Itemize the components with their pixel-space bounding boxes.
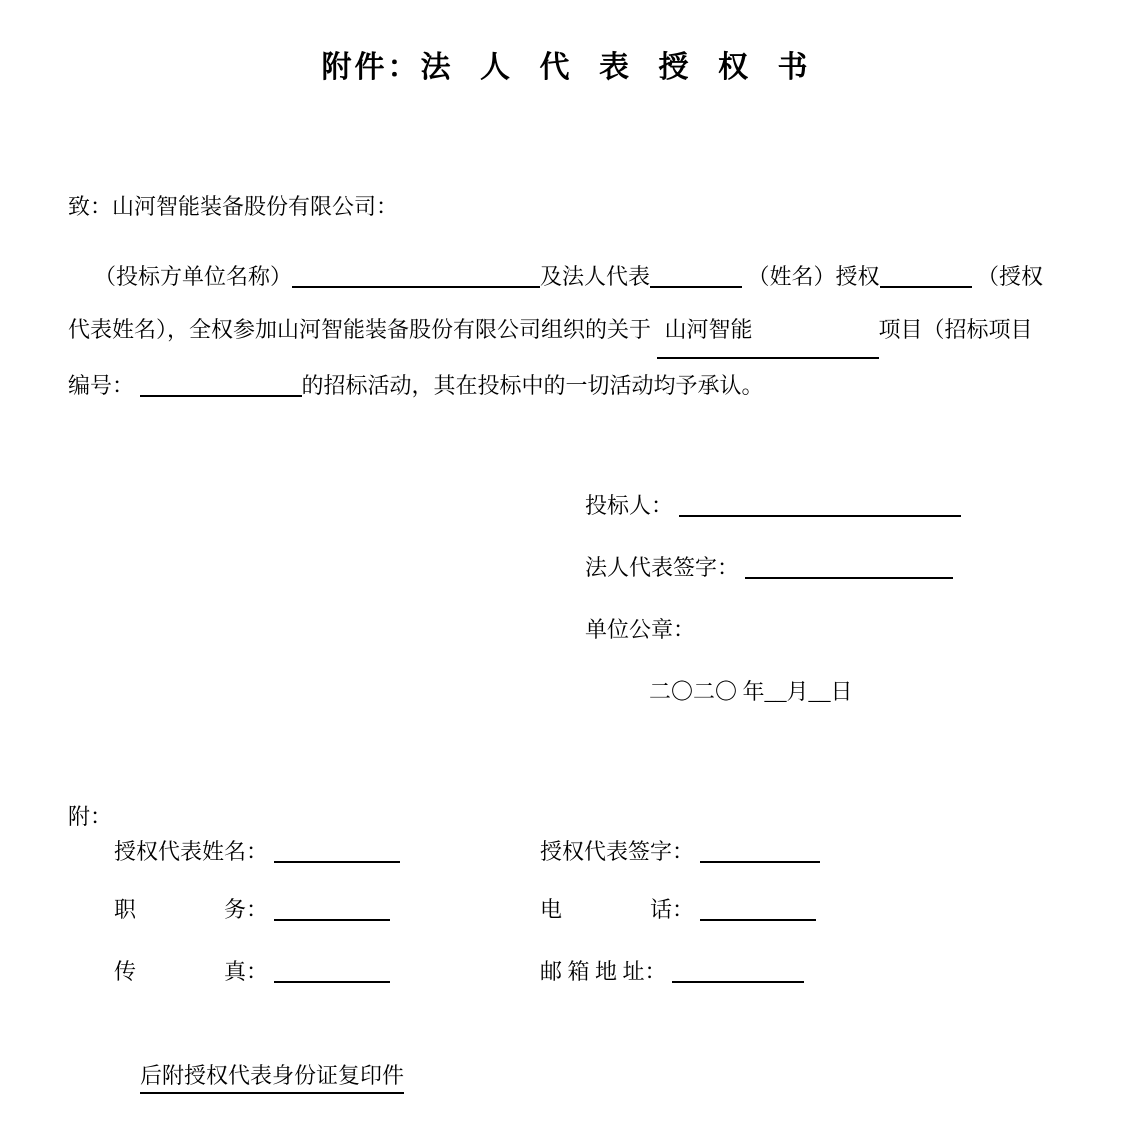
bidder-blank[interactable] [679,493,961,517]
body-text: （授权 [971,264,1044,289]
body-line-1 [68,250,1098,303]
fax-blank[interactable] [274,959,390,983]
rep-name-field [114,838,400,866]
rep-name-label: 授权代表姓名： [114,839,269,864]
position-label: 职 务： [114,897,269,922]
rep-sign-blank[interactable] [700,839,820,863]
body-paragraph [68,250,1098,412]
project-name-blank[interactable] [657,303,879,359]
seal-label: 单位公章： [585,617,696,642]
unit-name-blank[interactable] [292,264,540,288]
legal-rep-sign-blank[interactable] [745,555,953,579]
authorized-name-blank[interactable] [880,264,972,288]
body-line-3 [68,359,1098,412]
rep-sign-field [540,838,820,866]
email-blank[interactable] [672,959,804,983]
body-text: 编号： [68,373,140,398]
body-text: （姓名）授权 [742,264,880,289]
bidder-label: 投标人： [585,493,674,518]
body-line-2 [68,303,1098,359]
body-text: 项目（招标项目 [878,317,1033,342]
attachment-note-text: 后附授权代表身份证复印件 [140,1062,404,1094]
position-blank[interactable] [274,897,390,921]
rep-name-blank[interactable] [274,839,400,863]
phone-field [540,896,816,924]
body-text: 及法人代表 [540,264,651,289]
fax-field [114,958,390,986]
bidder-row [585,491,961,521]
body-text: 的招标活动，其在投标中的一切活动均予承认。 [301,373,764,398]
signature-block [585,491,961,707]
date-line: 二〇二〇 年__月__日 [649,679,853,704]
document-title: 附件：法 人 代 表 授 权 书 [321,51,811,84]
phone-blank[interactable] [700,897,816,921]
email-label: 邮 箱 地 址： [540,959,667,984]
body-text: （投标方单位名称） [94,264,293,289]
legal-rep-name-blank[interactable] [650,264,742,288]
legal-rep-sign-label: 法人代表签字： [585,555,740,580]
body-text: 代表姓名），全权参加山河智能装备股份有限公司组织的关于 [68,317,657,342]
salutation: 致：山河智能装备股份有限公司： [68,194,399,219]
rep-sign-label: 授权代表签字： [540,839,695,864]
email-field [540,958,804,986]
project-name-fill: 山河智能 [664,317,753,342]
attachment-heading: 附： [68,804,113,829]
project-number-blank[interactable] [140,373,302,397]
position-field [114,896,390,924]
attachment-note [140,1062,404,1094]
fax-label: 传 真： [114,959,269,984]
seal-row [585,615,961,645]
phone-label: 电 话： [540,897,695,922]
legal-rep-sign-row [585,553,961,583]
